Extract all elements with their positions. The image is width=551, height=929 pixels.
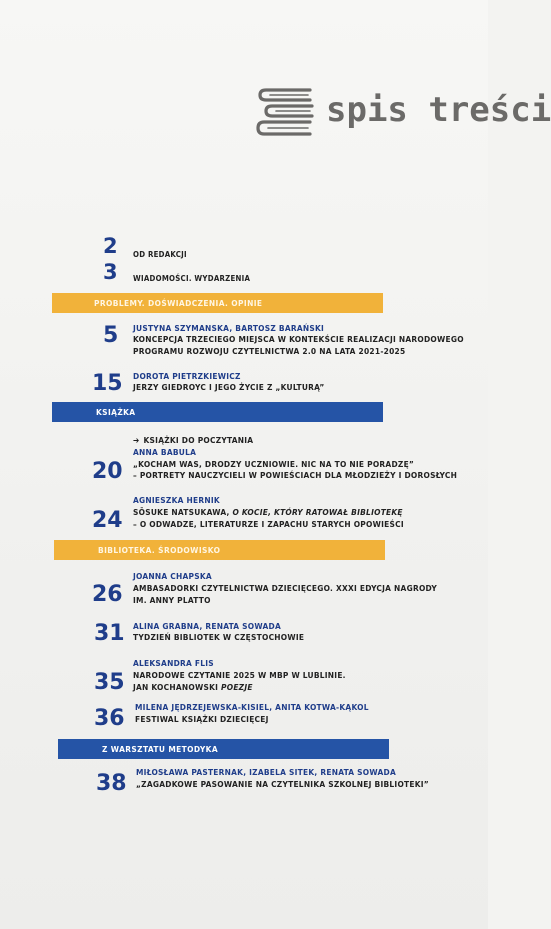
entry-title: PROGRAMU ROZWOJU CZYTELNICTWA 2.0 NA LATA 2021-2025 — [133, 346, 406, 356]
entry-title-italic: POEZJE — [221, 682, 253, 692]
page-number: 26 — [92, 582, 123, 607]
page-number: 20 — [92, 459, 123, 484]
entry-title: KONCEPCJA TRZECIEGO MIEJSCA W KONTEKŚCIE REALIZACJI NARODOWEGO — [133, 334, 464, 344]
subsection-text: KSIĄŻKI DO POCZYTANIA — [143, 435, 254, 445]
section-header: PROBLEMY. DOŚWIADCZENIA. OPINIE — [52, 293, 383, 313]
entry-title: AMBASADORKI CZYTELNICTWA DZIECIĘCEGO. XXXI EDYCJA NAGRODY — [133, 583, 438, 593]
page-number: 38 — [96, 771, 127, 796]
section-header: Z WARSZTATU METODYKA — [58, 739, 389, 759]
entry-title-line — [133, 682, 253, 692]
entry-title: „ZAGADKOWE PASOWANIE NA CZYTELNIKA SZKOLNEJ BIBLIOTEKI” — [136, 779, 429, 789]
entry-author: ALINA GRABNA, RENATA SOWADA — [133, 621, 282, 631]
entry-title: – O ODWADZE, LITERATURZE I ZAPACHU STARYCH OPOWIEŚCI — [133, 519, 404, 529]
entry-title: TYDZIEŃ BIBLIOTEK W CZĘSTOCHOWIE — [133, 632, 305, 642]
page-number: 31 — [94, 621, 125, 646]
entry-title: IM. ANNY PLATTO — [133, 595, 211, 605]
entry-title-line — [133, 507, 403, 517]
entry-title: FESTIWAL KSIĄŻKI DZIECIĘCEJ — [135, 714, 269, 724]
page-number: 24 — [92, 508, 123, 533]
entry-title: WIADOMOŚCI. WYDARZENIA — [133, 274, 251, 283]
entry-author: JOANNA CHAPSKA — [133, 571, 212, 581]
entry-title: – PORTRETY NAUCZYCIELI W POWIEŚCIACH DLA MŁODZIEŻY I DOROSŁYCH — [133, 470, 458, 480]
entry-title: OD REDAKCJI — [133, 250, 187, 259]
entry-title: JERZY GIEDROYC I JEGO ŻYCIE Z „KULTURĄ” — [133, 382, 325, 392]
entry-author: JUSTYNA SZYMANSKA, BARTOSZ BARAŃSKI — [133, 323, 325, 333]
entry-author: MILENA JĘDRZEJEWSKA-KISIEL, ANITA KOTWA-KĄKOL — [135, 702, 369, 712]
page-number: 35 — [94, 670, 125, 695]
page-number: 2 — [103, 234, 118, 258]
entry-title-part: SŌSUKE NATSUKAWA, — [133, 507, 233, 517]
entry-title: NARODOWE CZYTANIE 2025 W MBP W LUBLINIE. — [133, 670, 346, 680]
subsection-label — [133, 435, 253, 445]
page-number: 3 — [103, 260, 118, 284]
section-header: KSIĄŻKA — [52, 402, 383, 422]
page-number: 36 — [94, 706, 125, 731]
entry-title-italic: O KOCIE, KTÓRY RATOWAŁ BIBLIOTEKĘ — [232, 507, 403, 517]
entry-title: „KOCHAM WAS, DRODZY UCZNIOWIE. NIC NA TO NIE PORADZĘ” — [133, 459, 415, 469]
page-number: 5 — [103, 323, 119, 348]
arrow-right-icon: ➔ — [133, 435, 140, 445]
entry-author: ANNA BABULA — [133, 447, 197, 457]
section-header: BIBLIOTEKA. ŚRODOWISKO — [54, 540, 385, 560]
entry-author: MIŁOSŁAWA PASTERNAK, IZABELA SITEK, RENATA SOWADA — [136, 767, 396, 777]
entry-title-part: JAN KOCHANOWSKI — [133, 682, 222, 692]
toc-title: spis treści — [326, 90, 551, 130]
entry-author: AGNIESZKA HERNIK — [133, 495, 220, 505]
page-number: 15 — [92, 371, 123, 396]
entry-author: DOROTA PIETRZKIEWICZ — [133, 371, 241, 381]
entry-author: ALEKSANDRA FLIS — [133, 658, 214, 668]
